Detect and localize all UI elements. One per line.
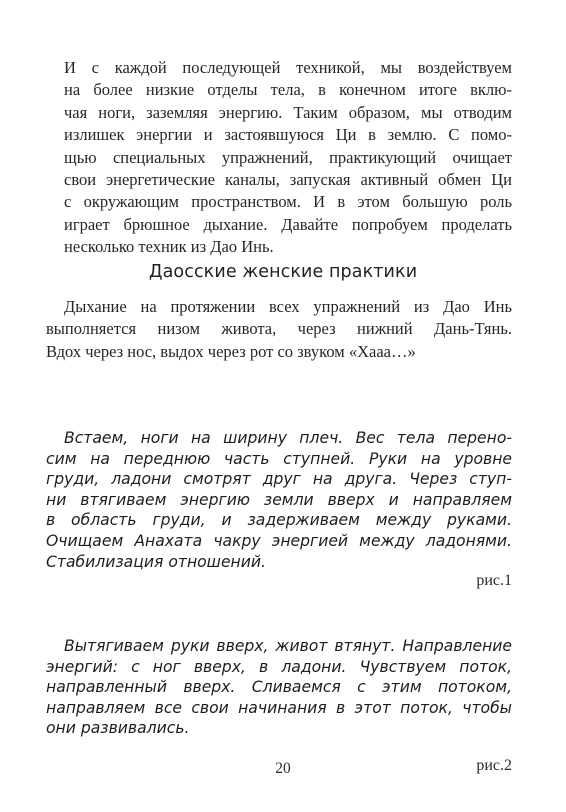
paragraph-line: с окружающим пространством. И в этом большую роль (64, 192, 512, 212)
exercise-line: груди, ладони смотрят друг на друга. Через ступ- (46, 470, 512, 489)
paragraph-line: несколько техник из Дао Инь. (64, 237, 274, 257)
paragraph-line: выполняется низом живота, через нижний Дань-Тянь. (46, 319, 512, 339)
exercise-1-text (46, 428, 512, 572)
page-number: 20 (275, 760, 291, 777)
paragraph-line: на более низкие отделы тела, в конечном итоге вклю- (64, 80, 512, 100)
exercise-line: Вытягиваем руки вверх, живот втянут. Направление (64, 637, 512, 655)
breathing-paragraph (46, 296, 512, 363)
exercise-line: Стабилизация отношений. (46, 552, 266, 571)
figure-label-2: рис.2 (476, 757, 512, 774)
exercise-line: Встаем, ноги на ширину плеч. Вес тела перено- (64, 429, 512, 447)
exercise-line: направляем все свои начинания в этот поток, чтобы (46, 698, 512, 717)
paragraph-line: Вдох через нос, выдох через рот со звуком «Хааа…» (46, 341, 416, 361)
paragraph-line: Дыхание на протяжении всех упражнений из Дао Инь (64, 297, 512, 316)
exercise-line: энергий: с ног вверх, в ладони. Чувствуем поток, (46, 657, 512, 676)
paragraph-line: И с каждой последующей техникой, мы воздействуем (64, 58, 512, 77)
exercise-line: сим на переднюю часть ступней. Руки на уровне (46, 449, 512, 468)
paragraph-line: излишек энергии и застоявшуюся Ци в землю. С помо- (64, 125, 512, 145)
paragraph-line: щью специальных упражнений, практикующий очищает (64, 147, 512, 167)
exercise-line: ни втягиваем энергию земли вверх и направляем (46, 490, 512, 509)
paragraph-line: чая ноги, заземляя энергию. Таким образом, мы отводим (64, 102, 512, 122)
exercise-2-text (46, 636, 512, 739)
section-heading: Даосские женские практики (148, 262, 418, 282)
exercise-line: Очищаем Анахата чакру энергией между ладонями. (46, 531, 512, 550)
paragraph-line: свои энергетические каналы, запуская активный обмен Ци (64, 170, 512, 190)
exercise-line: направленный вверх. Сливаемся с этим потоком, (46, 678, 512, 697)
figure-label-1: рис.1 (476, 572, 512, 589)
exercise-line: они развивались. (46, 719, 190, 738)
paragraph-line: играет брюшное дыхание. Давайте попробуем проделать (64, 214, 512, 234)
exercise-line: в область груди, и задерживаем между руками. (46, 511, 512, 530)
intro-paragraph (46, 57, 512, 259)
